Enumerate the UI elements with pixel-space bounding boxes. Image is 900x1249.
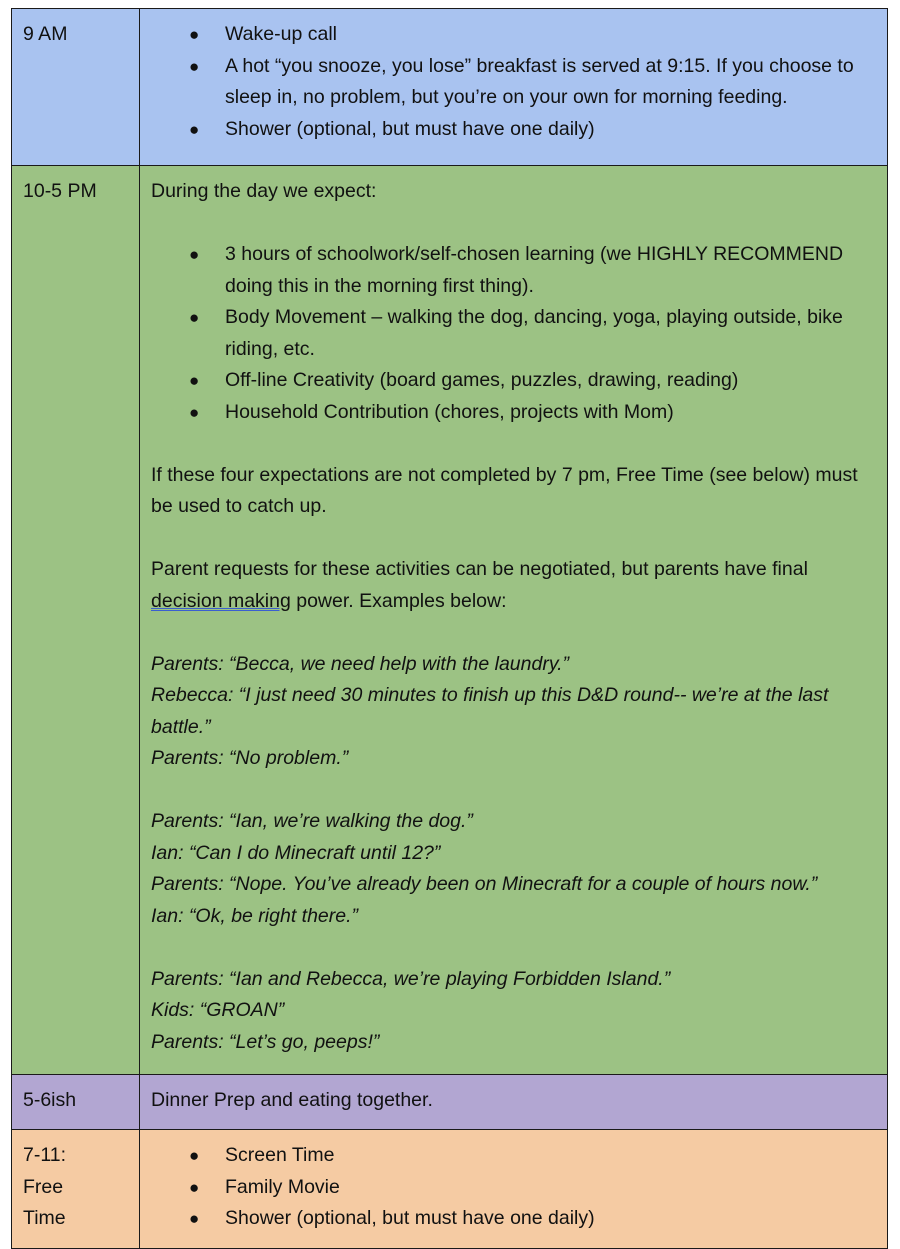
list-item: ● Wake-up call — [151, 19, 877, 51]
bullet-icon: ● — [189, 119, 200, 139]
time-cell — [12, 9, 140, 166]
bullet-icon: ● — [189, 56, 200, 76]
time-cell — [12, 1075, 140, 1130]
bullet-list — [151, 1140, 877, 1235]
dialogue-line: Parents: “No problem.” — [151, 747, 349, 769]
list-item: ● Family Movie — [151, 1172, 877, 1204]
activity-cell — [140, 1075, 888, 1130]
list-item: ● Off-line Creativity (board games, puzzles, drawing, reading) — [151, 365, 877, 397]
activity-text: Dinner Prep and eating together. — [151, 1089, 433, 1111]
time-label: 9 AM — [23, 23, 68, 45]
dialogue-line: Parents: “Becca, we need help with the laundry.” — [151, 652, 570, 675]
list-item: ● A hot “you snooze, you lose” breakfast is served at 9:15. If you choose to sleep in, no problem, but you’re on your own for morning feeding. — [151, 51, 877, 114]
bullet-icon: ● — [189, 308, 200, 327]
dialogue-example — [151, 806, 877, 932]
paragraph: If these four expectations are not completed by 7 pm, Free Time (see below) must be used to catch up. — [151, 463, 858, 517]
schedule-row-dinner — [12, 1075, 888, 1130]
list-item: ● Household Contribution (chores, projects with Mom) — [151, 397, 877, 429]
activity-cell — [140, 166, 888, 1075]
dialogue-line: Parents: “Ian and Rebecca, we’re playing Forbidden Island.” — [151, 967, 671, 990]
time-label: 7-11: — [23, 1144, 66, 1166]
list-item: ● Screen Time — [151, 1140, 877, 1172]
dialogue-line: Parents: “Nope. You’ve already been on Minecraft for a couple of hours now.” — [151, 873, 818, 895]
bullet-list — [151, 19, 877, 145]
time-label: 10-5 PM — [23, 180, 97, 202]
schedule-row-daytime — [12, 166, 888, 1075]
bullet-icon: ● — [189, 245, 200, 264]
list-item: ● Shower (optional, but must have one daily) — [151, 114, 877, 146]
activity-cell — [140, 1130, 888, 1249]
schedule-row-9am — [12, 9, 888, 166]
dialogue-example — [151, 964, 877, 1059]
bullet-icon: ● — [189, 402, 200, 422]
intro-text: During the day we expect: — [151, 180, 377, 202]
bullet-icon: ● — [189, 25, 200, 44]
dialogue-example — [151, 649, 877, 775]
bullet-icon: ● — [189, 371, 200, 390]
activity-cell — [140, 9, 888, 166]
dialogue-line: Parents: “Ian, we’re walking the dog.” — [151, 810, 473, 832]
underlined-phrase: decision making — [151, 589, 291, 612]
dialogue-line: Ian: “Ok, be right there.” — [151, 904, 359, 927]
time-label: 5-6ish — [23, 1089, 77, 1111]
bullet-list — [151, 239, 877, 428]
dialogue-line: Rebecca: “I just need 30 minutes to finish up this D&D round-- we’re at the last battle.” — [151, 684, 829, 738]
list-item: ● Shower (optional, but must have one daily) — [151, 1203, 877, 1235]
dialogue-line: Parents: “Let’s go, peeps!” — [151, 1030, 380, 1053]
schedule-row-free-time — [12, 1130, 888, 1249]
bullet-icon: ● — [189, 1146, 200, 1165]
list-item: ● Body Movement – walking the dog, dancing, yoga, playing outside, bike riding, etc. — [151, 302, 877, 365]
time-label: Free — [23, 1175, 64, 1198]
time-cell — [12, 166, 140, 1075]
schedule-table — [11, 8, 888, 1249]
dialogue-line: Ian: “Can I do Minecraft until 12?” — [151, 841, 441, 864]
dialogue-line: Kids: “GROAN” — [151, 999, 285, 1021]
time-label: Time — [23, 1207, 66, 1229]
list-item: ● 3 hours of schoolwork/self-chosen learning (we HIGHLY RECOMMEND doing this in the morning first thing). — [151, 239, 877, 302]
bullet-icon: ● — [189, 1209, 200, 1228]
paragraph: Parent requests for these activities can be negotiated, but parents have final decision making power. Examples below: — [151, 558, 808, 612]
bullet-icon: ● — [189, 1177, 200, 1197]
time-cell — [12, 1130, 140, 1249]
